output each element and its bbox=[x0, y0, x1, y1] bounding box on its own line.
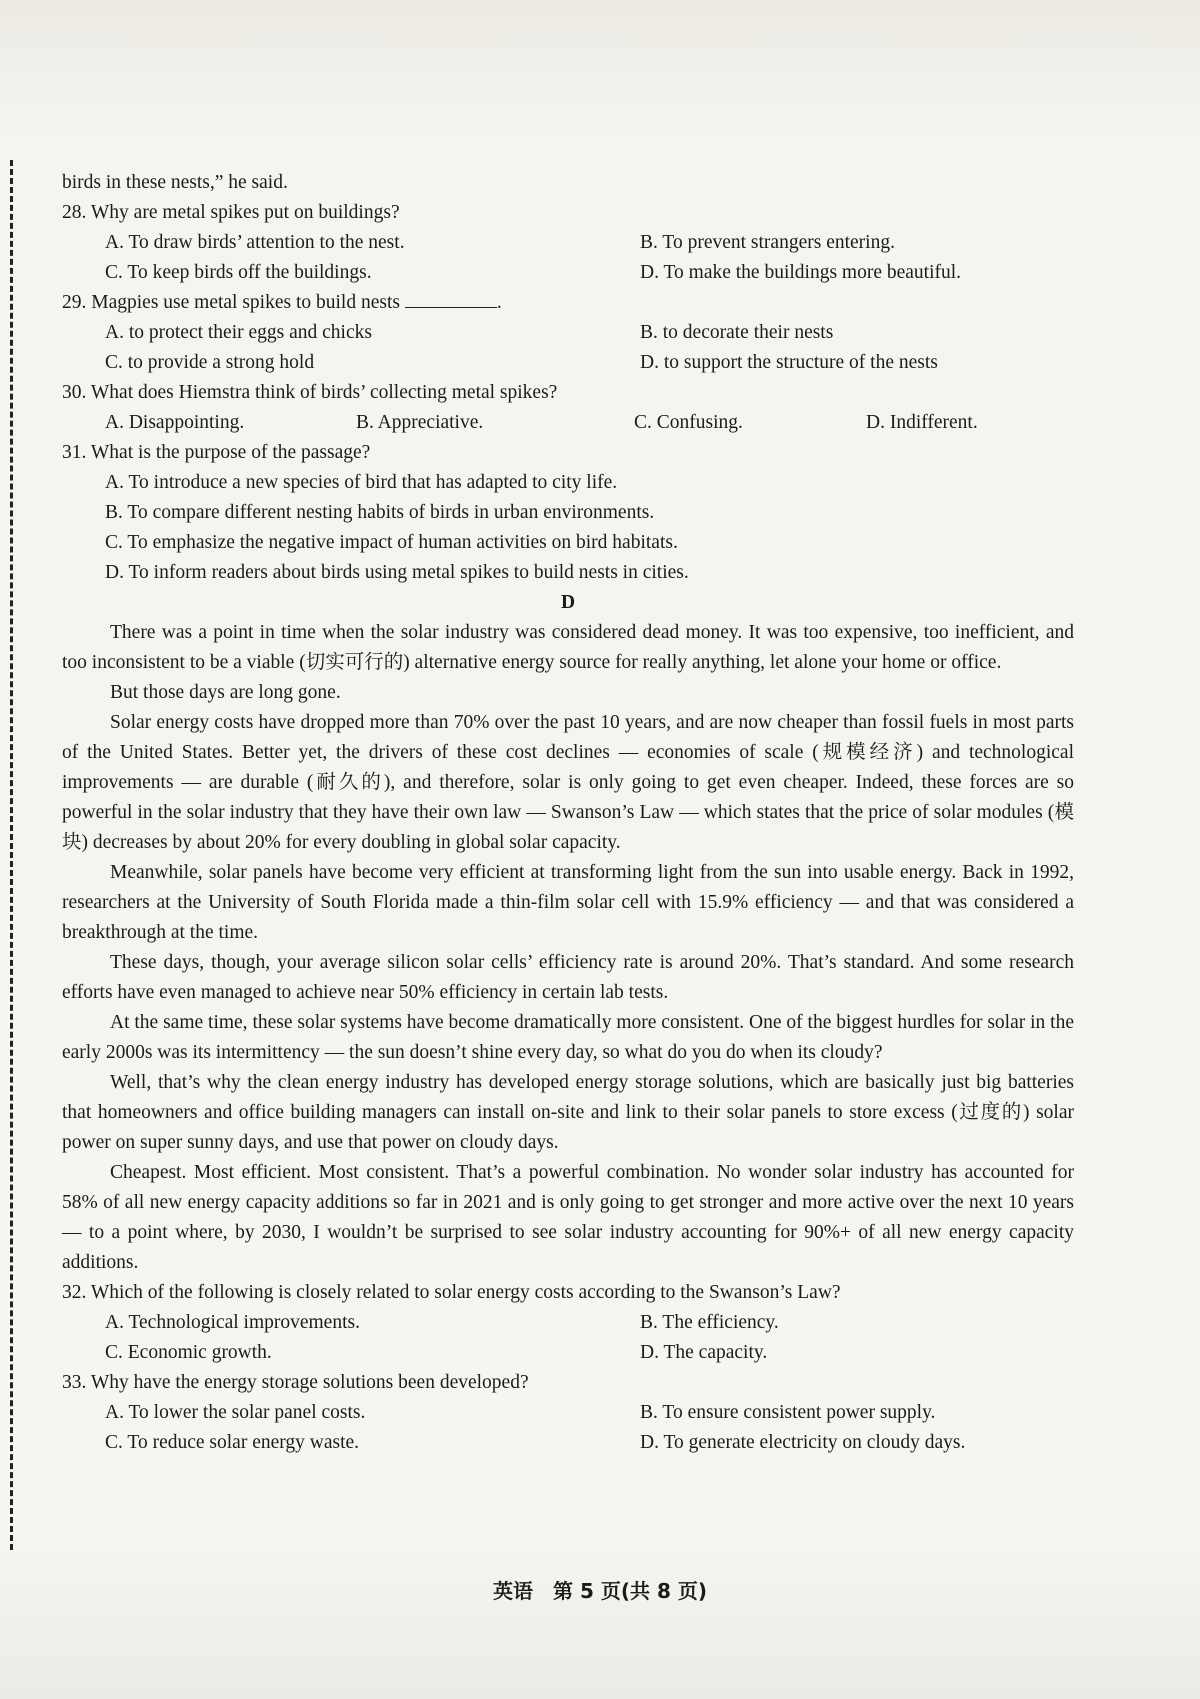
option-c: C. to provide a strong hold bbox=[105, 352, 315, 373]
question-32 bbox=[62, 1278, 1074, 1368]
question-31 bbox=[62, 438, 1074, 588]
option-a: A. To draw birds’ attention to the nest. bbox=[105, 232, 405, 253]
passage-paragraph: Cheapest. Most efficient. Most consistent. That’s a powerful combination. No wonder solar industry has accounted for 58% of all new energy capacity additions so far in 2021 and is only going to get stronger and more active over the next 10 years — to a point where, by 2030, I wouldn’t be surprised to see solar industry accounting for 90%+ of all new energy capacity additions. bbox=[62, 1162, 1074, 1273]
option-c: C. Confusing. bbox=[634, 412, 743, 433]
question-stem: 31. What is the purpose of the passage? bbox=[62, 442, 371, 463]
option-d: D. To generate electricity on cloudy days. bbox=[640, 1432, 966, 1453]
passage-paragraph: Meanwhile, solar panels have become very efficient at transforming light from the sun into usable energy. Back in 1992, researchers at the University of South Florida made a thin-film solar cell with 15.9% efficiency — and that was considered a breakthrough at the time. bbox=[62, 862, 1074, 943]
question-33 bbox=[62, 1368, 1074, 1458]
option-b: B. to decorate their nests bbox=[640, 322, 834, 343]
passage-paragraph: At the same time, these solar systems have become dramatically more consistent. One of the biggest hurdles for solar in the early 2000s was its intermittency — the sun doesn’t shine every day, so what do you do when its cloudy? bbox=[62, 1012, 1074, 1063]
option-c: C. To reduce solar energy waste. bbox=[105, 1432, 360, 1453]
question-28 bbox=[62, 198, 1074, 288]
option-a: A. To introduce a new species of bird that has adapted to city life. bbox=[105, 472, 618, 493]
option-d: D. The capacity. bbox=[640, 1342, 768, 1363]
option-b: B. The efficiency. bbox=[640, 1312, 779, 1333]
option-a: A. Disappointing. bbox=[105, 412, 245, 433]
option-b: B. Appreciative. bbox=[356, 412, 484, 433]
option-b: B. To prevent strangers entering. bbox=[640, 232, 895, 253]
question-30 bbox=[62, 378, 1074, 438]
option-a: A. Technological improvements. bbox=[105, 1312, 360, 1333]
passage-paragraph: There was a point in time when the solar industry was considered dead money. It was too expensive, too inefficient, and too inconsistent to be a viable (切实可行的) alternative energy source for really anything, let alone your home or office. bbox=[62, 622, 1074, 673]
answer-blank bbox=[405, 289, 497, 308]
question-stem: 33. Why have the energy storage solutions been developed? bbox=[62, 1372, 529, 1393]
binding-dashed-line bbox=[10, 160, 13, 1550]
question-29 bbox=[62, 288, 1074, 378]
option-a: A. to protect their eggs and chicks bbox=[105, 322, 372, 343]
option-d: D. To make the buildings more beautiful. bbox=[640, 262, 962, 283]
question-stem: 32. Which of the following is closely related to solar energy costs according to the Swanson’s Law? bbox=[62, 1282, 841, 1303]
option-b: B. To compare different nesting habits of birds in urban environments. bbox=[105, 502, 655, 523]
passage-paragraph: These days, though, your average silicon solar cells’ efficiency rate is around 20%. That’s standard. And some research efforts have even managed to achieve near 50% efficiency in certain lab tests. bbox=[62, 952, 1074, 1003]
option-d: D. To inform readers about birds using metal spikes to build nests in cities. bbox=[105, 562, 689, 583]
section-label: D bbox=[560, 592, 576, 613]
page-footer: 英语 第 5 页(共 8 页) bbox=[493, 1579, 707, 1603]
passage-paragraph: But those days are long gone. bbox=[110, 682, 341, 703]
question-stem: 30. What does Hiemstra think of birds’ collecting metal spikes? bbox=[62, 382, 558, 403]
question-stem: 29. Magpies use metal spikes to build nests . bbox=[62, 288, 1074, 318]
passage-paragraph: Well, that’s why the clean energy industry has developed energy storage solutions, which are basically just big batteries that homeowners and office building managers can install on-site and link to their solar panels to store excess (过度的) solar power on super sunny days, and use that power on cloudy days. bbox=[62, 1072, 1074, 1153]
option-c: C. Economic growth. bbox=[105, 1342, 272, 1363]
passage-paragraph: Solar energy costs have dropped more than 70% over the past 10 years, and are now cheaper than fossil fuels in most parts of the United States. Better yet, the drivers of these cost declines — economies of scale (规模经济) and technological improvements — are durable (耐久的), and therefore, solar is only going to get even cheaper. Indeed, these forces are so powerful in the solar industry that they have their own law — Swanson’s Law — which states that the price of solar modules (模块) decreases by about 20% for every doubling in global solar capacity. bbox=[62, 712, 1074, 853]
option-c: C. To emphasize the negative impact of human activities on bird habitats. bbox=[105, 532, 678, 553]
option-d: D. to support the structure of the nests bbox=[640, 352, 938, 373]
reading-passage-d bbox=[62, 618, 1074, 1278]
exam-page-content bbox=[62, 168, 1074, 1458]
option-c: C. To keep birds off the buildings. bbox=[105, 262, 372, 283]
option-b: B. To ensure consistent power supply. bbox=[640, 1402, 936, 1423]
passage-continuation: birds in these nests,” he said. bbox=[62, 172, 288, 193]
option-d: D. Indifferent. bbox=[866, 412, 978, 433]
option-a: A. To lower the solar panel costs. bbox=[105, 1402, 366, 1423]
question-stem: 28. Why are metal spikes put on buildings? bbox=[62, 202, 400, 223]
